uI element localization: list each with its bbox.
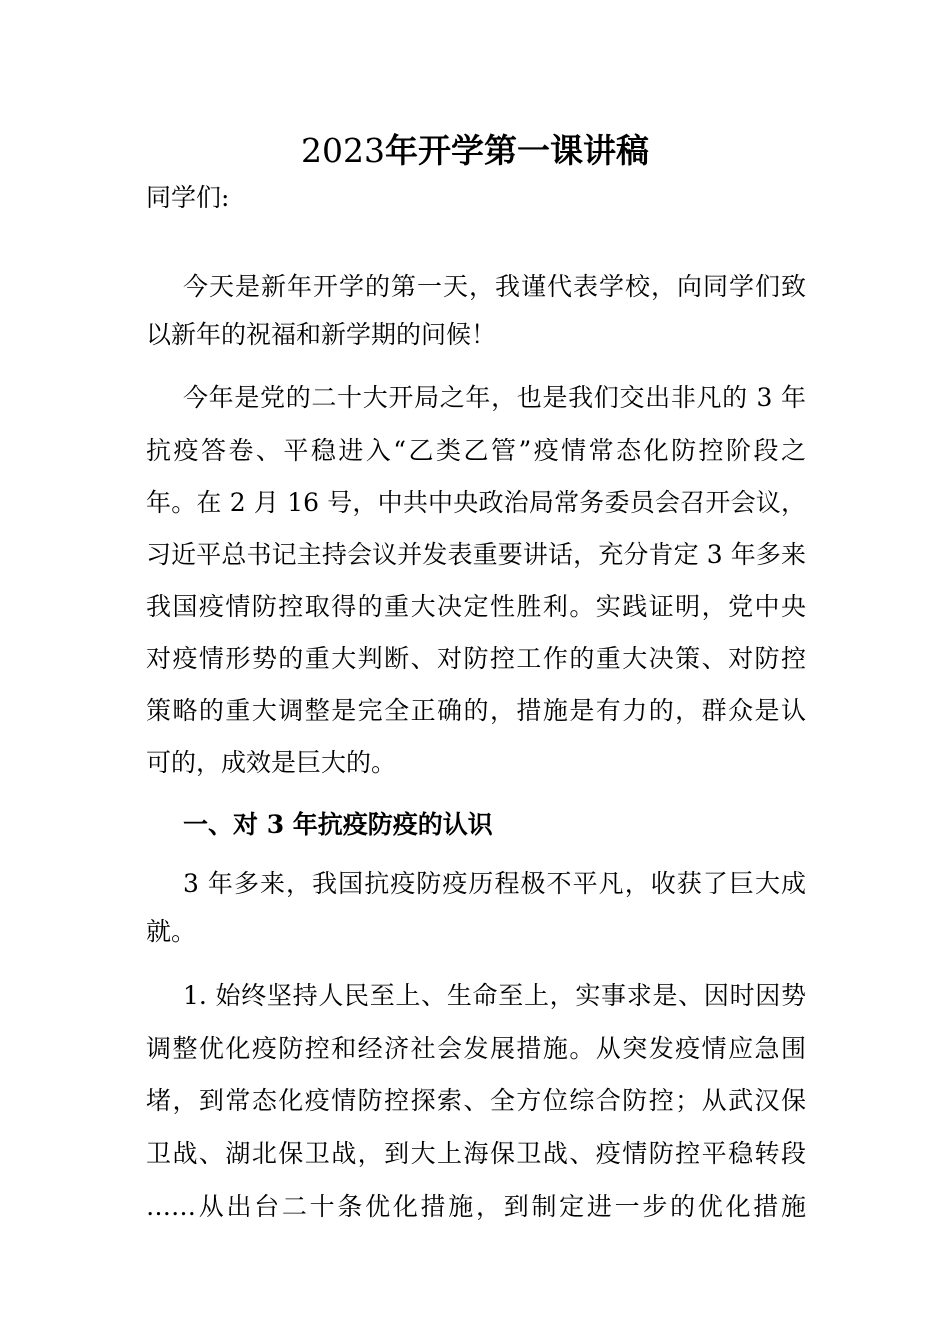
salutation: 同学们: [146,183,230,212]
paragraph-line: 年。在 2 月 16 号，中共中央政治局常务委员会召开会议， [146,488,806,517]
section-heading: 一、对 3 年抗疫防疫的认识 [183,810,493,839]
document-title [0,128,950,174]
paragraph-line: 1. 始终坚持人民至上、生命至上，实事求是、因时因势 [183,981,806,1010]
paragraph-line: 堵，到常态化疫情防控探索、全方位综合防控；从武汉保 [146,1086,806,1115]
paragraph-line: 抗疫答卷、平稳进入“乙类乙管”疫情常态化防控阶段之 [146,436,806,465]
title-year: 2023 [301,131,385,170]
paragraph-line: 策略的重大调整是完全正确的，措施是有力的，群众是认 [146,696,806,725]
paragraph-line: 就。 [146,917,197,946]
paragraph-line: 今天是新年开学的第一天，我谨代表学校，向同学们致 [183,272,806,301]
paragraph-line: 可的，成效是巨大的。 [146,748,397,777]
paragraph-line: 以新年的祝福和新学期的问候！ [146,320,497,349]
paragraph-line: ……从出台二十条优化措施，到制定进一步的优化措施 [146,1192,806,1221]
paragraph-line: 3 年多来，我国抗疫防疫历程极不平凡，收获了巨大成 [183,869,806,898]
paragraph-line: 我国疫情防控取得的重大决定性胜利。实践证明，党中央 [146,592,806,621]
title-text: 年开学第一课讲稿 [384,131,649,170]
paragraph-line: 习近平总书记主持会议并发表重要讲话，充分肯定 3 年多来 [146,540,806,569]
paragraph-line: 调整优化疫防控和经济社会发展措施。从突发疫情应急围 [146,1034,806,1063]
paragraph-line: 卫战、湖北保卫战，到大上海保卫战、疫情防控平稳转段 [146,1139,806,1168]
paragraph-line: 对疫情形势的重大判断、对防控工作的重大决策、对防控 [146,644,806,673]
paragraph-line: 今年是党的二十大开局之年，也是我们交出非凡的 3 年 [183,383,806,412]
